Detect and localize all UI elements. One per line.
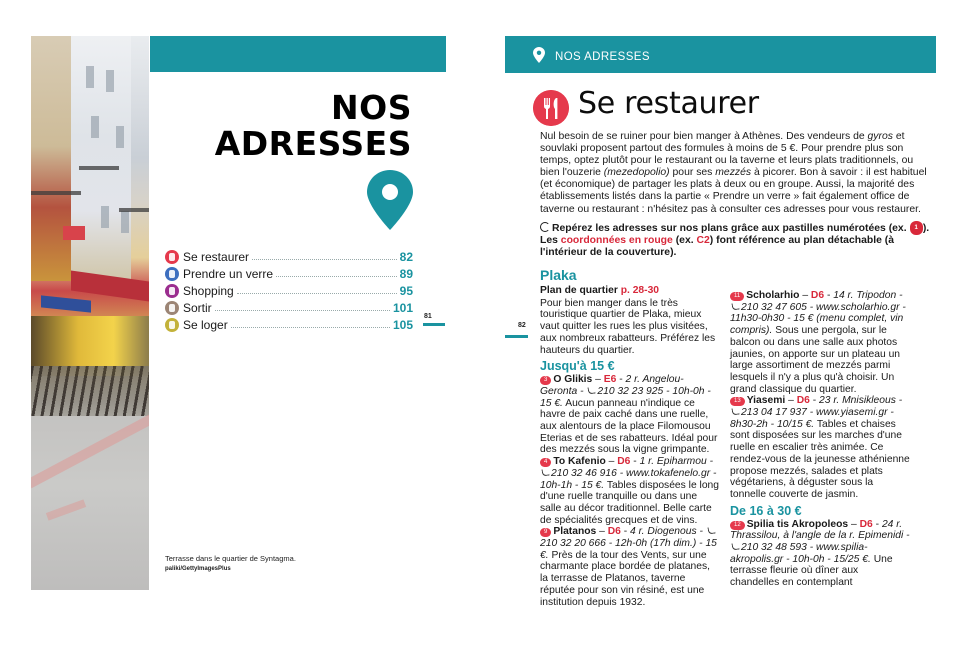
restaurant-phone: 210 32 48 593 xyxy=(741,542,807,554)
photo-window xyxy=(121,211,129,233)
restaurant-name: O Glikis xyxy=(553,374,593,386)
intro-text: et souvlaki proposent partout des formules à moins de 5 €. Pour prendre plus son temps, optez plutôt pour le restaurant ou la taverne et leurs plats traditionnels, ou bien l'ouzerie xyxy=(540,131,914,179)
phone-icon xyxy=(541,468,549,476)
map-pin-icon xyxy=(533,47,545,63)
restaurant-details: www.scholarhio.gr - 11h30-0h30 - 15 € (menu complet, vin compris). xyxy=(730,301,906,337)
restaurant-entry: 4 To Kafenio – D6 - 1 r. Epiharmou - 210 32 46 916 - www.tokafenelo.gr - 10h-1h - 15 €. Tables disposées le long d'une ruelle tranquille ou dans une salle au décor traditionnel. Belle carte de spécialités grecques et de vins. xyxy=(540,456,720,526)
map-pin-badge: 12 xyxy=(730,521,745,530)
section-title: Se restaurer xyxy=(578,86,759,121)
restaurant-details: www.spilia-akropolis.gr - 10h-0h - 15/25 €. xyxy=(730,542,871,565)
photo-window xyxy=(101,206,109,228)
chapter-title xyxy=(150,90,412,162)
left-header-band xyxy=(150,36,446,72)
restaurant-entry: 3 O Glikis – E6 - 2 r. Angelou-Geronta - 210 32 23 925 - 10h-0h - 15 €. Aucun panneau n'indique ce havre de paix caché dans une ruelle, aux alentours de la place Filomousou Eterias et de ses rabatteurs. Idéal pour des mezzés sous la vigne grimpante. xyxy=(540,374,718,456)
toc-item-label: Sortir xyxy=(183,300,212,315)
page-number-left: 81 xyxy=(424,313,432,320)
shopping-bag-icon xyxy=(165,284,179,298)
map-reference-note xyxy=(540,221,930,259)
restaurant-details: www.yiasemi.gr - 8h30-2h - 10/15 €. xyxy=(730,407,894,430)
restaurant-name: Scholarhio xyxy=(746,290,800,301)
toc-item-prendre-un-verre[interactable] xyxy=(165,265,413,282)
restaurant-description: Une terrasse fleurie où dîner aux chandelles en contemplant xyxy=(730,553,893,589)
grid-reference: D6 xyxy=(607,526,621,538)
listing-column-2 xyxy=(730,267,910,589)
right-header-band xyxy=(505,36,936,73)
bed-icon xyxy=(165,318,179,332)
toc-leader-dots xyxy=(237,293,397,294)
page-number-bar xyxy=(423,323,445,326)
photo-cafe-tables xyxy=(31,366,149,416)
page-number-bar xyxy=(505,335,528,338)
photo-neon-sign xyxy=(63,226,85,240)
restaurant-phone: 210 32 20 666 xyxy=(540,538,606,550)
phone-icon xyxy=(731,302,739,310)
section-band-label: NOS ADRESSES xyxy=(555,51,650,63)
photo-building-middle xyxy=(71,36,131,286)
table-of-contents xyxy=(165,248,413,333)
restaurant-entry: 11 Scholarhio – D6 - 14 r. Tripodon - 210 32 47 605 - www.scholarhio.gr - 11h30-0h30 - 15 € (menu complet, vin compris). Sous une pergola, sur le balcon ou dans une salle aux photos jaunies, on apporte sur un plateau un large assortiment de mezzés parmi lesquels il n'y a plus qu'à choisir. Un grand classique du quartier. xyxy=(730,290,906,395)
toc-leader-dots xyxy=(276,276,397,277)
restaurant-address: 2 r. Angelou-Geronta xyxy=(540,374,684,397)
phone-icon xyxy=(588,386,596,394)
restaurant-details: 12h-0h (17h dim.) - 15 €. xyxy=(540,538,717,561)
restaurant-description: Tables et chaises sont disposées sur les marches d'une ruelle en escalier très animée. Ce rendez-vous de la jeunesse athénienne propose mezzés, salades et plats végétariens, à déguster sous la tonnelle couverte de jasmin. xyxy=(730,418,910,500)
intro-italic: gyros xyxy=(867,131,893,142)
restaurant-address: 23 r. Mnisikleous xyxy=(819,395,896,407)
map-pin-badge: 4 xyxy=(540,458,551,467)
restaurant-phone: 210 32 23 925 xyxy=(597,385,664,397)
map-reference-icon xyxy=(540,222,550,232)
restaurant-name: Spilia tis Akropoleos xyxy=(746,518,849,530)
district-heading: Plaka xyxy=(540,267,577,283)
restaurant-entry: 12 Spilia tis Akropoleos – D6 - 24 r. Thrassilou, à l'angle de la r. Epimenidi - 210 32 48 593 - www.spilia-akropolis.gr - 10h-0h - 15/25 €. Une terrasse fleurie où dîner aux chandelles en contemplant xyxy=(730,518,910,589)
toc-leader-dots xyxy=(252,259,397,260)
grid-reference: E6 xyxy=(603,374,617,386)
intro-paragraph xyxy=(540,131,930,216)
restaurant-description: Près de la tour des Vents, sur une charmante place bordée de platanes, la terrasse de Platanos, taverne réputée pour son vin résiné, est une institution depuis 1932. xyxy=(540,549,711,608)
plan-pages-link[interactable]: p. 28-30 xyxy=(620,285,660,296)
grid-reference: D6 xyxy=(859,518,873,530)
toc-item-page: 95 xyxy=(399,283,413,298)
phone-icon xyxy=(731,407,739,415)
toc-item-shopping[interactable] xyxy=(165,282,413,299)
phone-icon xyxy=(731,543,739,551)
toc-item-page: 82 xyxy=(399,249,413,264)
restaurant-address: 14 r. Tripodon xyxy=(833,290,897,301)
toc-item-label: Se restaurer xyxy=(183,249,250,264)
map-pin-icon xyxy=(367,170,413,230)
note-grid-example: C2 xyxy=(696,235,710,247)
listing-column-1 xyxy=(540,267,720,608)
map-pin-badge: 11 xyxy=(730,292,744,301)
note-text: ) font référence au plan détachable (à l'intérieur de la couverture). xyxy=(540,235,894,259)
toc-item-page: 105 xyxy=(392,317,413,332)
restaurant-address: 24 r. Thrassilou, à l'angle de la r. Epimenidi xyxy=(730,518,904,542)
intro-italic: mezzés xyxy=(715,167,752,179)
grid-reference: D6 xyxy=(810,290,825,301)
toc-item-label: Shopping xyxy=(183,283,234,298)
photo-awning-blue xyxy=(41,295,91,312)
photo-window xyxy=(86,66,94,88)
district-description: Pour bien manger dans le très touristique quartier de Plaka, mieux vaut quitter les rues les plus visitées, aux nombreux rabatteurs. Préférez les hauteurs du quartier. xyxy=(540,297,716,356)
restaurant-address: 1 r. Epiharmou xyxy=(639,456,707,468)
photo-balcony xyxy=(119,208,149,212)
toc-item-page: 89 xyxy=(399,266,413,281)
street-photo xyxy=(31,36,149,590)
note-text: (ex. xyxy=(672,235,697,247)
restaurant-name: Yiasemi xyxy=(746,395,786,407)
photo-caption: Terrasse dans le quartier de Syntagma. xyxy=(165,554,296,563)
intro-text: pour ses xyxy=(669,167,716,179)
fork-knife-icon xyxy=(533,90,569,126)
toc-leader-dots xyxy=(231,327,390,328)
price-heading: Jusqu'à 15 € xyxy=(540,359,615,374)
restaurant-phone: 213 04 17 937 xyxy=(741,407,807,419)
note-text: ). Les xyxy=(540,222,930,247)
restaurant-description: Tables disposées le long d'une ruelle tranquille ou dans une salle au décor traditionnel. Belle carte de spécialités grecques et de vins. xyxy=(540,479,720,526)
page-number-right: 82 xyxy=(518,322,526,329)
restaurant-phone: 210 32 47 605 xyxy=(741,301,807,313)
glass-icon xyxy=(165,267,179,281)
grid-reference: D6 xyxy=(617,456,631,468)
restaurant-name: To Kafenio xyxy=(553,456,606,468)
price-heading: De 16 à 30 € xyxy=(730,503,802,518)
column-continuation-spacer xyxy=(730,267,910,290)
chapter-title-line1: NOS xyxy=(331,88,412,127)
district-plan-reference xyxy=(540,285,720,297)
plan-label: Plan de quartier xyxy=(540,285,621,296)
restaurant-details: 10h-0h - 15 €. xyxy=(540,385,711,409)
photo-window xyxy=(91,116,99,138)
intro-italic: (mezedopolio) xyxy=(603,167,670,179)
note-text: Repérez les adresses sur nos plans grâce aux pastilles numérotées (ex. xyxy=(552,222,910,234)
toc-item-se-restaurer[interactable] xyxy=(165,248,413,265)
map-pin-badge: 13 xyxy=(730,397,745,406)
photo-balcony xyxy=(79,166,119,170)
toc-item-page: 101 xyxy=(392,300,413,315)
restaurant-entry: 13 Yiasemi – D6 - 23 r. Mnisikleous - 213 04 17 937 - www.yiasemi.gr - 8h30-2h - 10/15 €. Tables et chaises sont disposées sur les marches d'une ruelle en escalier très animée. Ce rendez-vous de la jeunesse athénienne propose mezzés, salades et plats végétariens, à déguster sous la tonnelle couverte de jasmin. xyxy=(730,395,910,500)
restaurant-name: Platanos xyxy=(553,526,597,538)
photo-street xyxy=(31,416,149,590)
intro-text: Nul besoin de se ruiner pour bien manger à Athènes. Des vendeurs de xyxy=(540,131,868,142)
chapter-title-line2: ADRESSES xyxy=(214,124,412,163)
toc-item-label: Se loger xyxy=(183,317,228,332)
restaurant-description: Sous une pergola, sur le balcon ou dans une salle aux photos jaunies, on apporte sur un plateau un large assortiment de mezzés parmi lesquels il n'y a plus qu'à choisir. Un grand classique du quartier. xyxy=(730,325,901,395)
restaurant-details: www.tokafenelo.gr - 10h-1h - 15 €. xyxy=(540,467,717,491)
photo-awning-red xyxy=(71,271,149,302)
intro-text: à picorer. Bon à savoir : il est habituel (et économique) de partager les plats à deux ou en groupe. Aussi, la majorité des établissements listés dans la partie « Prendre un verre » fait également office de taverne ou restaurant : n'hésitez pas à consulter ces adresses pour vous restaurer. xyxy=(540,167,927,215)
music-icon xyxy=(165,301,179,315)
photo-window xyxy=(106,70,114,92)
note-red-text: coordonnées en rouge xyxy=(560,235,673,247)
photo-balcony xyxy=(31,191,81,195)
map-pin-badge: 9 xyxy=(540,528,551,537)
photo-window xyxy=(116,126,124,148)
phone-icon xyxy=(707,527,715,535)
photo-credit: paliki/GettyImagesPlus xyxy=(165,566,231,572)
toc-leader-dots xyxy=(215,310,390,311)
map-pin-badge: 3 xyxy=(540,376,551,385)
restaurant-entry: 9 Platanos – D6 - 4 r. Diogenous - 210 32 20 666 - 12h-0h (17h dim.) - 15 €. Près de la tour des Vents, sur une charmante place bordée de platanes, la terrasse de Platanos, taverne réputée pour son vin résiné, est une institution depuis 1932. xyxy=(540,526,717,608)
restaurant-address: 4 r. Diogenous xyxy=(630,526,697,538)
grid-reference: D6 xyxy=(796,395,810,407)
toc-item-label: Prendre un verre xyxy=(183,266,274,281)
toc-item-sortir[interactable] xyxy=(165,299,413,316)
toc-item-se-loger[interactable] xyxy=(165,316,413,333)
example-pin-badge: 1 xyxy=(910,221,923,235)
fork-knife-icon xyxy=(165,250,179,264)
restaurant-description: Aucun panneau n'indique ce havre de paix caché dans une ruelle, aux alentours de la place Filomousou Eterias et de ses rabatteurs. Idéal pour des mezzés sous la vigne grimpante. xyxy=(540,397,718,456)
restaurant-phone: 210 32 46 916 xyxy=(551,467,617,479)
